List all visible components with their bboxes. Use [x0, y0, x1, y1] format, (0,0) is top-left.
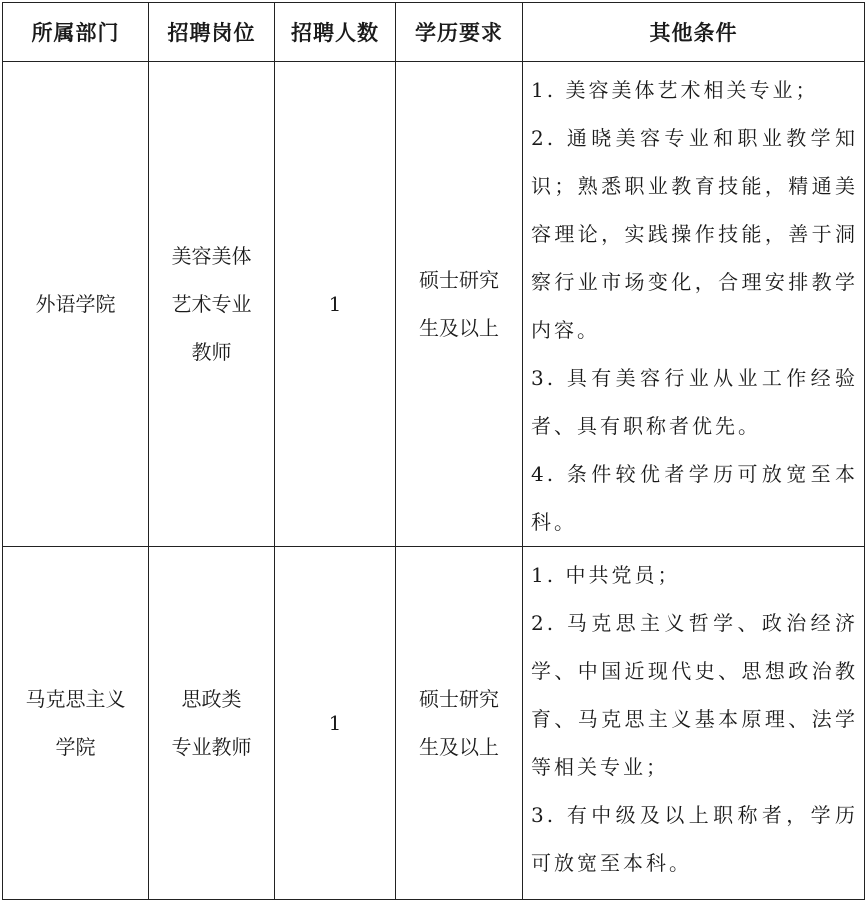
position-text: 美容美体 艺术专业 教师	[171, 244, 252, 364]
position-cell	[149, 62, 275, 547]
condition-item: 1. 美容美体艺术相关专业；	[531, 78, 819, 102]
header-row	[3, 3, 865, 62]
recruitment-table	[2, 2, 865, 900]
condition-item: 1. 中共党员；	[531, 563, 681, 587]
table-row	[3, 547, 865, 900]
count-text: 1	[328, 711, 342, 735]
condition-item: 2. 通晓美容专业和职业教学知识；熟悉职业教育技能，精通美容理论，实践操作技能，善于洞察行业市场变化，合理安排教学内容。	[531, 126, 858, 342]
condition-item: 3. 有中级及以上职称者，学历可放宽至本科。	[531, 803, 858, 875]
table-row	[3, 62, 865, 547]
header-department: 所属部门	[3, 3, 149, 62]
education-cell	[396, 547, 523, 900]
count-text: 1	[328, 292, 342, 316]
header-position: 招聘岗位	[149, 3, 275, 62]
header-conditions: 其他条件	[523, 3, 865, 62]
education-text: 硕士研究 生及以上	[419, 268, 499, 340]
department-text: 外语学院	[35, 292, 116, 316]
conditions-cell	[523, 62, 865, 547]
education-cell	[396, 62, 523, 547]
header-count: 招聘人数	[275, 3, 396, 62]
condition-item: 3. 具有美容行业从业工作经验者、具有职称者优先。	[531, 366, 858, 438]
education-text: 硕士研究 生及以上	[419, 687, 499, 759]
condition-item: 2. 马克思主义哲学、政治经济学、中国近现代史、思想政治教育、马克思主义基本原理、法学等相关专业；	[531, 611, 858, 779]
condition-item: 4. 条件较优者学历可放宽至本科。	[531, 462, 858, 534]
header-education: 学历要求	[396, 3, 523, 62]
position-text: 思政类 专业教师	[171, 687, 252, 759]
position-cell	[149, 547, 275, 900]
department-cell	[3, 62, 149, 547]
conditions-cell	[523, 547, 865, 900]
department-text: 马克思主义 学院	[25, 687, 126, 759]
department-cell	[3, 547, 149, 900]
count-cell	[275, 62, 396, 547]
count-cell	[275, 547, 396, 900]
